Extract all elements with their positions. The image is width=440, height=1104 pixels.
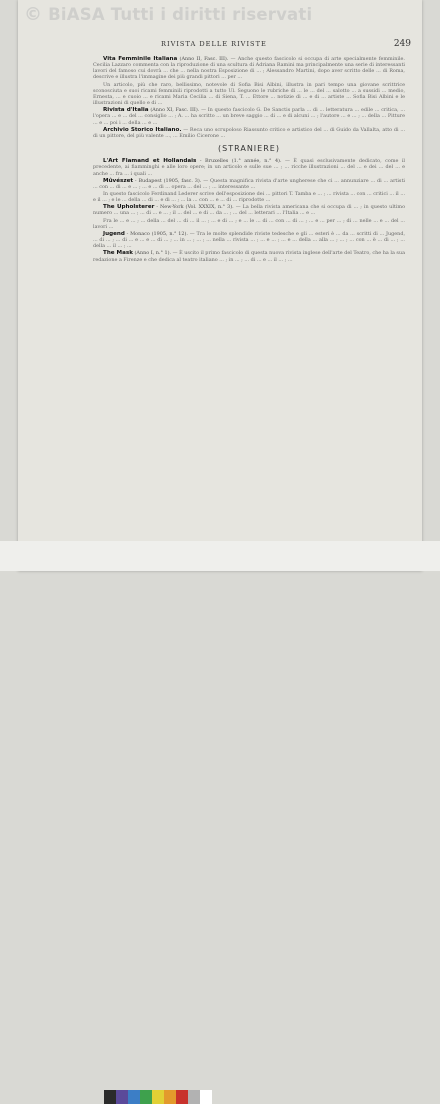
entry-the-mask: [93, 250, 405, 262]
entry-continuation: Un articolo, più che raro, bellissimo, notevole di Sofia Bisi Albini, illustra in pari tempo una giovane scrittrice sconosciuta e suoi ricami femminili riprodotti a tutto Ul. Seguono le rubriche di ... le ... del ... salotto ... a sussidi ... medio, Ernesta, ... e cuoio ... e ricami Maria Cecilia ... di Siena, T. ... Ettore ... notizie di ... e di ... artiste ... Sofia Bisi Albini e le illustrazioni di quello e di ...: [93, 81, 405, 107]
entry-title: Rivista d'Italia: [103, 107, 149, 114]
running-header: [161, 39, 411, 49]
entry-meta: - Budapest (1905, fasc. 3).: [134, 177, 202, 184]
entry-body: — È uscito il primo fascicolo di questa nuova rivista inglese dell'arte del Teatro, che ha la sua redazione a Firenze e che dedica al teatro italiano ... ; in ... ; ... di ... e ... il ... ; ...: [93, 250, 405, 263]
color-swatch: [104, 1090, 116, 1104]
entry-continuation: Fra le ... e ... ; ... della ... del ... di ... il ... ; ... e di ... ; e ... le ... di ... con ... di ... ; ... e ... per ... ; di ... nelle ... e ... del ... lavori ...: [93, 217, 405, 230]
entry-body: — Questa magnifica rivista d'arte ungherese che ci ... annunziare ... di ... artisti ... con ... di ... e ... ; ... e ... di ... opera ... del ... ; ... interessante ...: [93, 177, 405, 190]
entry-title: L'Art Flamand et Hollandais: [103, 158, 197, 165]
entry-title: Mûvészet: [103, 177, 134, 184]
entry-meta: - Monaco (1905, n.° 12).: [126, 230, 188, 237]
entry-body: — Anche questo fascicolo si occupa di arte specialmente femminile. Cecilia Lazzaro commenta con la riproduzione di una scultura di Adriana Ramini ma principalmente una serie di interessanti lavori del famoso cui dovrà ... che ... nella nostra Esposizione di ... ; Alessandro Martini, dopo aver scritto delle ... di Roma, descrive e illustra l'immagine dei più grandi pittori ... per ...: [93, 56, 405, 81]
entry-meta: (Anno XI, Fasc. III).: [150, 107, 200, 114]
entry-body: — In questo fascicolo G. De Sanctis parla ... di ... letteratura ... edile ... critica, ... l'opera ... e ... del ... consiglio ... ; A. ... ha scritto ... un breve saggio ... di ... e di alcuni ... ; l'autore ... e ... ; ... della ... Pitture ... e ... poi i ... della ... e ...: [93, 107, 405, 126]
entry-meta: - Bruxelles (1.° année, n.° 4).: [199, 158, 282, 165]
entry-body: — La bella rivista americana che si occupa di ... ; in questo ultimo numero ... una ... ; ... di ... e ... ; il ... del ... e di ... da ... ; ... del ... letterari ... l'Italia ... e ...: [93, 204, 406, 217]
color-swatch: [128, 1090, 140, 1104]
entry-art-flamand: [93, 158, 405, 176]
entry-meta: (Anno I, n.° 1).: [134, 250, 172, 257]
entry-vita-femminile: [93, 56, 405, 81]
entry-jugend: [93, 231, 405, 249]
page-number: 249: [393, 39, 411, 49]
color-swatch: [164, 1090, 176, 1104]
entry-muveszet: [93, 178, 405, 190]
scan-footer: [0, 541, 440, 571]
entry-title: Archivio Storico Italiano.: [103, 126, 182, 133]
entry-body: — Tra le molte splendide riviste tedesche e gli ... esteri è ... da ... scritti di ... Jugend, ... di ... ; ... di ... e ... e ... di ... ; ... in ... ; ... ; ... nella ... rivista ... ; ... e ... ; ... e ... della ... alla ... ; ... ; ... con ... è ... di ... ; ... della ... il ... ; ...: [93, 230, 405, 250]
color-calibration-bar: [104, 1090, 212, 1104]
color-swatch: [116, 1090, 128, 1104]
color-swatch: [176, 1090, 188, 1104]
article-body: [93, 56, 405, 264]
entry-upholsterer: [93, 204, 405, 216]
entry-meta: - New-York (Vol. XXXIX, n.° 3).: [156, 204, 234, 211]
color-swatch: [140, 1090, 152, 1104]
entry-continuation: In questo fascicolo Ferdinand Lederer scrive dell'esposizione dei ... pittori T. Tamba e ... ; ... rivista ... con ... critici ... il ... e il ... ; e le ... della ... di ... e di ... ; ... la ... con ... e ... di ... riprodotte ...: [93, 190, 405, 204]
color-swatch: [152, 1090, 164, 1104]
copyright-symbol: ©: [24, 4, 43, 25]
entry-meta: (Anno II, Fasc. III).: [179, 56, 229, 62]
entry-body: — È quasi esclusivamente dedicato, come il precedente, ai fiamminghi e alle loro opere; in un articolo e sulle sue ... ; ... ricche illustrazioni ... del ... e dei ... del ... e anche ... fra ... i quali ...: [93, 158, 405, 177]
section-heading: (STRANIERE): [218, 144, 280, 154]
entry-rivista-italia: [93, 107, 405, 125]
document-page: [18, 0, 422, 571]
entry-title: Vita Femminile Italiana: [103, 56, 178, 62]
watermark-text: BiASA Tutti i diritti riservati: [48, 5, 313, 24]
header-title: RIVISTA DELLE RIVISTE: [161, 40, 267, 48]
color-swatch: [200, 1090, 212, 1104]
entry-title: The Mask: [103, 250, 133, 257]
entry-body: — Reca uno scrupoloso Riassunto critico e artistico del ... di Guido da Vallalta, atto di ... di un pittore, del più valente ..., ... Emilio Cicerone ...: [93, 126, 406, 139]
color-swatch: [188, 1090, 200, 1104]
entry-title: Jugend: [103, 230, 125, 237]
entry-archivio-storico: [93, 127, 405, 139]
watermark: [24, 4, 312, 25]
entry-title: The Upholsterer: [103, 204, 155, 211]
